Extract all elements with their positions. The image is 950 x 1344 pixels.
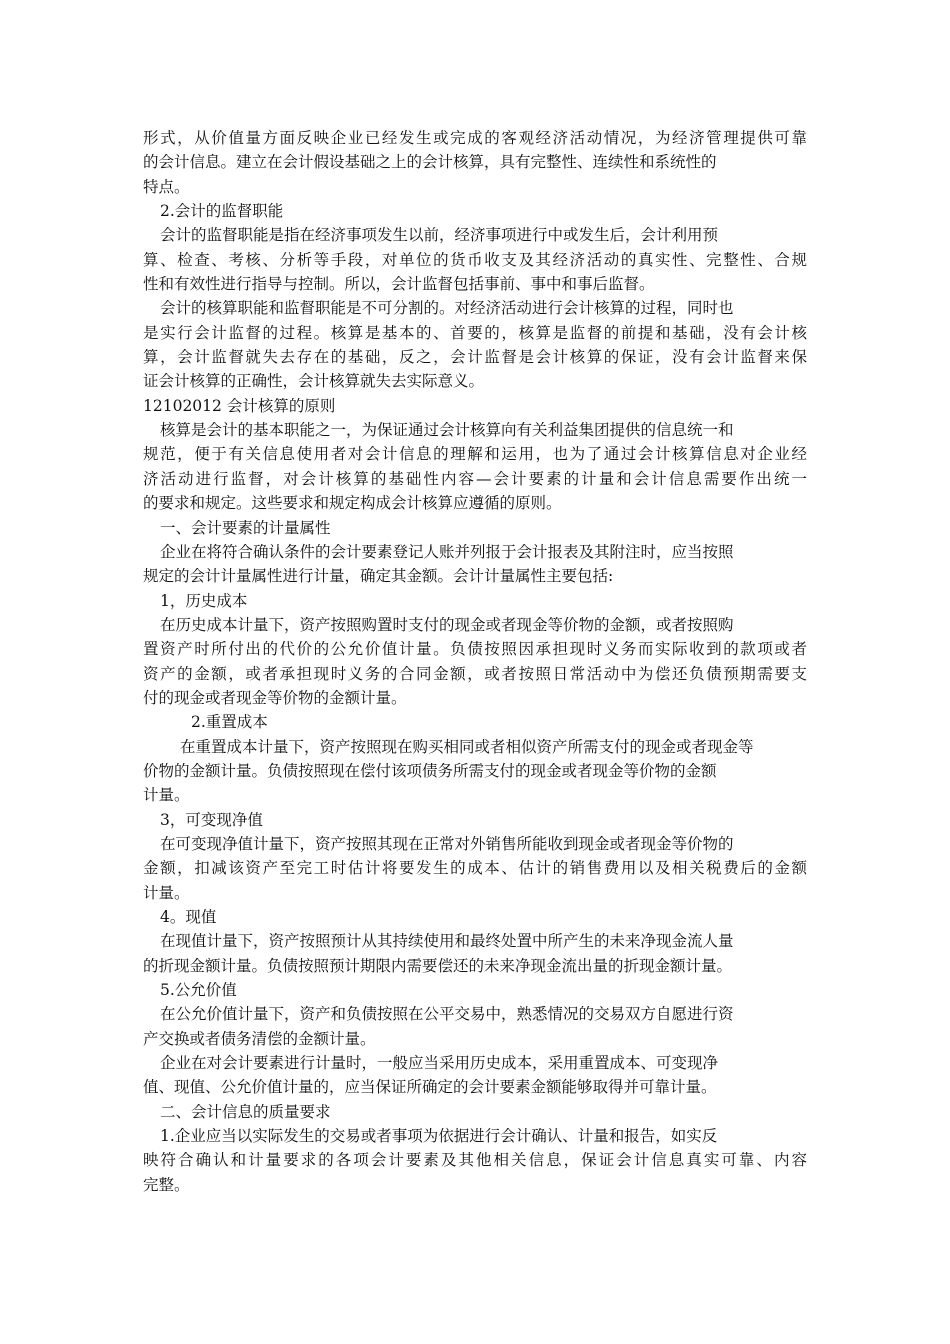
section-heading: 12102012 会计核算的原则 xyxy=(143,396,336,415)
text-line: 核算是会计的基本职能之一，为保证通过会计核算向有关利益集团提供的信息统一和 xyxy=(160,421,734,440)
text-line: 金额，扣减该资产至完工时估计将要发生的成本、估计的销售费用以及相关税费后的金额 xyxy=(143,859,807,878)
text-line: 特点。 xyxy=(143,177,190,196)
section-heading: 1，历史成本 xyxy=(160,591,248,610)
text-line: 值、现值、公允价值计量的，应当保证所确定的会计要素金额能够取得并可靠计量。 xyxy=(143,1078,717,1097)
text-line: 规定的会计计量属性进行计量，确定其金额。会计计量属性主要包括: xyxy=(143,567,614,586)
text-line: 1.企业应当以实际发生的交易或者事项为依据进行会计确认、计量和报告，如实反 xyxy=(160,1127,718,1146)
document-body xyxy=(143,126,807,1197)
text-line: 形式，从价值量方面反映企业已经发生或完成的客观经济活动情况，为经济管理提供可靠 xyxy=(143,129,807,147)
text-line: 产交换或者债务清偿的金额计量。 xyxy=(143,1029,376,1048)
text-line: 算，会计监督就失去存在的基础，反之，会计监督是会计核算的保证，没有会计监督来保 xyxy=(143,348,807,367)
text-line: 置资产时所付出的代价的公允价值计量。负债按照因承担现时义务而实际收到的款项或者 xyxy=(143,640,807,659)
section-heading: 4。现值 xyxy=(160,908,217,926)
text-line: 性和有效性进行指导与控制。所以，会计监督包括事前、事中和事后监督。 xyxy=(143,275,655,294)
text-line: 企业在将符合确认条件的会计要素登记人账并列报于会计报表及其附注时，应当按照 xyxy=(160,542,734,561)
text-line: 在重置成本计量下，资产按照现在购买相同或者相似资产所需支付的现金或者现金等 xyxy=(180,737,754,756)
text-line: 企业在对会计要素进行计量时，一般应当采用历史成本，采用重置成本、可变现净 xyxy=(160,1054,719,1073)
text-line: 完整。 xyxy=(143,1175,190,1194)
text-line: 会计的核算职能和监督职能是不可分割的。对经济活动进行会计核算的过程，同时也 xyxy=(160,299,734,318)
text-line: 规范，便于有关信息使用者对会计信息的理解和运用，也为了通过会计核算信息对企业经 xyxy=(143,445,807,464)
text-line: 在历史成本计量下，资产按照购置时支付的现金或者现金等价物的金额，或者按照购 xyxy=(160,615,734,634)
text-line: 在可变现净值计量下，资产按照其现在正常对外销售所能收到现金或者现金等价物的 xyxy=(160,834,734,853)
section-heading: 2.会计的监督职能 xyxy=(160,202,284,221)
section-heading: 2.重置成本 xyxy=(191,713,268,732)
text-line: 的会计信息。建立在会计假设基础之上的会计核算，具有完整性、连续性和系统性的 xyxy=(143,153,717,172)
text-line: 的要求和规定。这些要求和规定构成会计核算应遵循的原则。 xyxy=(143,494,562,513)
text-line: 在公允价值计量下，资产和负债按照在公平交易中，熟悉情况的交易双方自愿进行资 xyxy=(160,1005,734,1024)
text-line: 在现值计量下，资产按照预计从其持续使用和最终处置中所产生的未来净现金流人量 xyxy=(160,932,734,951)
text-line: 济活动进行监督，对会计核算的基础性内容—会计要素的计量和会计信息需要作出统一 xyxy=(143,469,807,488)
text-line: 证会计核算的正确性，会计核算就失去实际意义。 xyxy=(143,372,485,391)
text-line: 的折现金额计量。负债按照预计期限内需要偿还的未来净现金流出量的折现金额计量。 xyxy=(143,956,733,975)
text-line: 计量。 xyxy=(143,883,190,902)
text-line: 价物的金额计量。负债按照现在偿付该项债务所需支付的现金或者现金等价物的金额 xyxy=(143,761,717,780)
text-line: 计量。 xyxy=(143,786,190,805)
section-heading: 一、会计要素的计量属性 xyxy=(160,518,331,537)
text-line: 资产的金额，或者承担现时义务的合同金额，或者按照日常活动中为偿还负债预期需要支 xyxy=(143,664,807,683)
text-line: 付的现金或者现金等价物的金额计量。 xyxy=(143,688,407,707)
section-heading: 5.公允价值 xyxy=(160,981,237,1000)
section-heading: 二、会计信息的质量要求 xyxy=(160,1102,331,1121)
text-line: 算、检查、考核、分析等手段，对单位的货币收支及其经济活动的真实性、完整性、合规 xyxy=(143,250,807,269)
text-line: 是实行会计监督的过程。核算是基本的、首要的，核算是监督的前提和基础，没有会计核 xyxy=(143,323,807,342)
text-line: 映符合确认和计量要求的各项会计要素及其他相关信息，保证会计信息真实可靠、内容 xyxy=(143,1151,807,1170)
text-line: 会计的监督职能是指在经济事项发生以前，经济事项进行中或发生后，会计利用预 xyxy=(160,226,719,245)
section-heading: 3，可变现净值 xyxy=(160,810,263,829)
